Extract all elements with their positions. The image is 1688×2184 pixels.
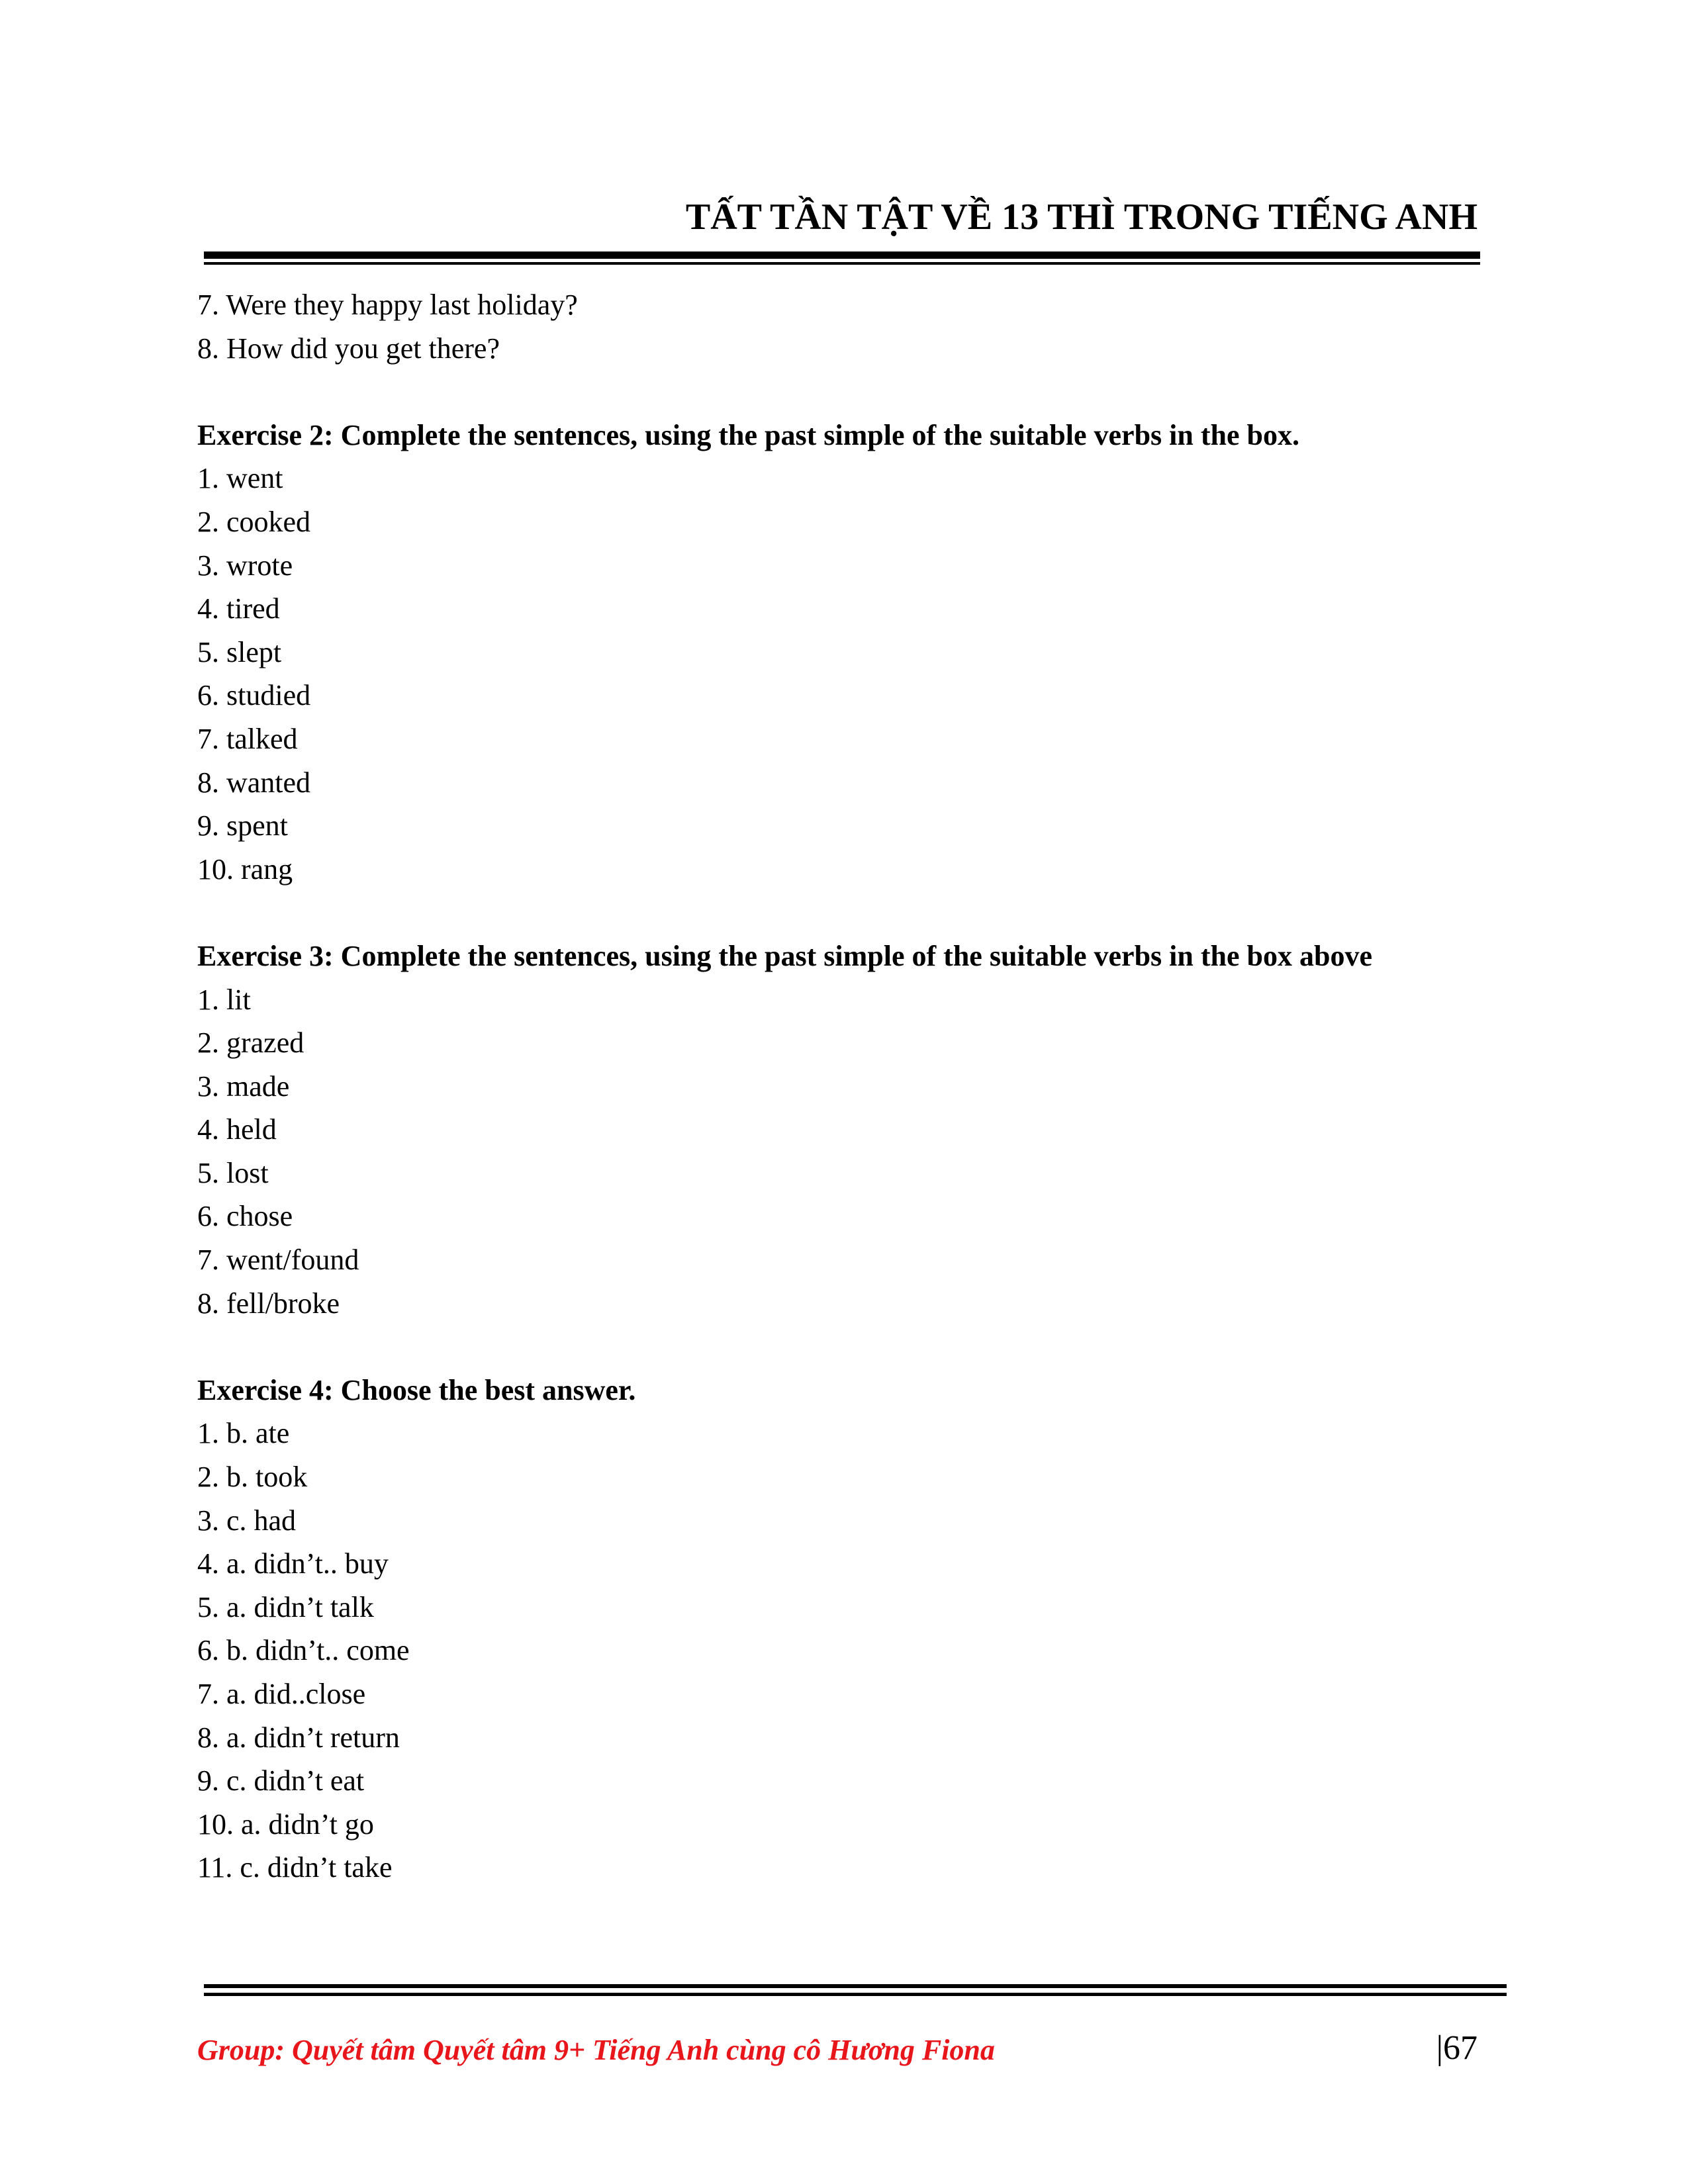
answer-item: 4. a. didn’t.. buy — [197, 1547, 389, 1580]
answer-item: 6. b. didn’t.. come — [197, 1634, 410, 1667]
answer-item: 7. a. did..close — [197, 1678, 366, 1710]
exercise-3-title: Exercise 3: Complete the sentences, using the past simple of the suitable verbs in the box above — [197, 939, 1372, 972]
answer-item: 10. a. didn’t go — [197, 1807, 374, 1841]
page-title: TẤT TẦN TẬT VỀ 13 THÌ TRONG TIẾNG ANH — [685, 197, 1477, 238]
answer-item: 5. slept — [197, 635, 282, 668]
answer-item: 11. c. didn’t take — [197, 1851, 393, 1884]
answer-item: 8. a. didn’t return — [197, 1721, 400, 1754]
answer-item: 1. lit — [197, 983, 251, 1016]
answer-item: 2. b. took — [197, 1461, 308, 1494]
answer-item: 3. wrote — [197, 549, 293, 582]
page-number: |67 — [1436, 2029, 1477, 2067]
answer-key-content — [197, 283, 1481, 1889]
answer-item: 9. spent — [197, 809, 288, 842]
answer-item: 1. b. ate — [197, 1417, 290, 1450]
answer-item: 6. studied — [197, 679, 311, 712]
answer-item: 3. made — [197, 1069, 290, 1103]
footer-divider — [204, 1984, 1507, 1999]
header-divider — [204, 251, 1480, 266]
answer-item: 5. a. didn’t talk — [197, 1590, 374, 1623]
answer-item: 8. wanted — [197, 766, 311, 799]
answer-item: 1. went — [197, 462, 283, 495]
answer-item: 9. c. didn’t eat — [197, 1764, 365, 1797]
answer-item: 3. c. had — [197, 1504, 297, 1537]
intro-line: 8. How did you get there? — [197, 332, 500, 365]
exercise-2-title: Exercise 2: Complete the sentences, using the past simple of the suitable verbs in the box. — [197, 418, 1299, 451]
answer-item: 7. went/found — [197, 1244, 359, 1277]
answer-item: 2. cooked — [197, 505, 311, 538]
answer-item: 7. talked — [197, 722, 298, 755]
answer-item: 5. lost — [197, 1156, 269, 1189]
intro-line: 7. Were they happy last holiday? — [197, 289, 578, 321]
answer-item: 8. fell/broke — [197, 1287, 340, 1320]
answer-item: 2. grazed — [197, 1026, 305, 1060]
answer-item: 4. tired — [197, 592, 280, 625]
exercise-4-title: Exercise 4: Choose the best answer. — [197, 1373, 636, 1406]
footer-group-text: Group: Quyết tâm Quyết tâm 9+ Tiếng Anh cùng cô Hương Fiona — [197, 2034, 995, 2066]
answer-item: 4. held — [197, 1113, 277, 1146]
answer-item: 10. rang — [197, 852, 293, 886]
answer-item: 6. chose — [197, 1200, 293, 1233]
